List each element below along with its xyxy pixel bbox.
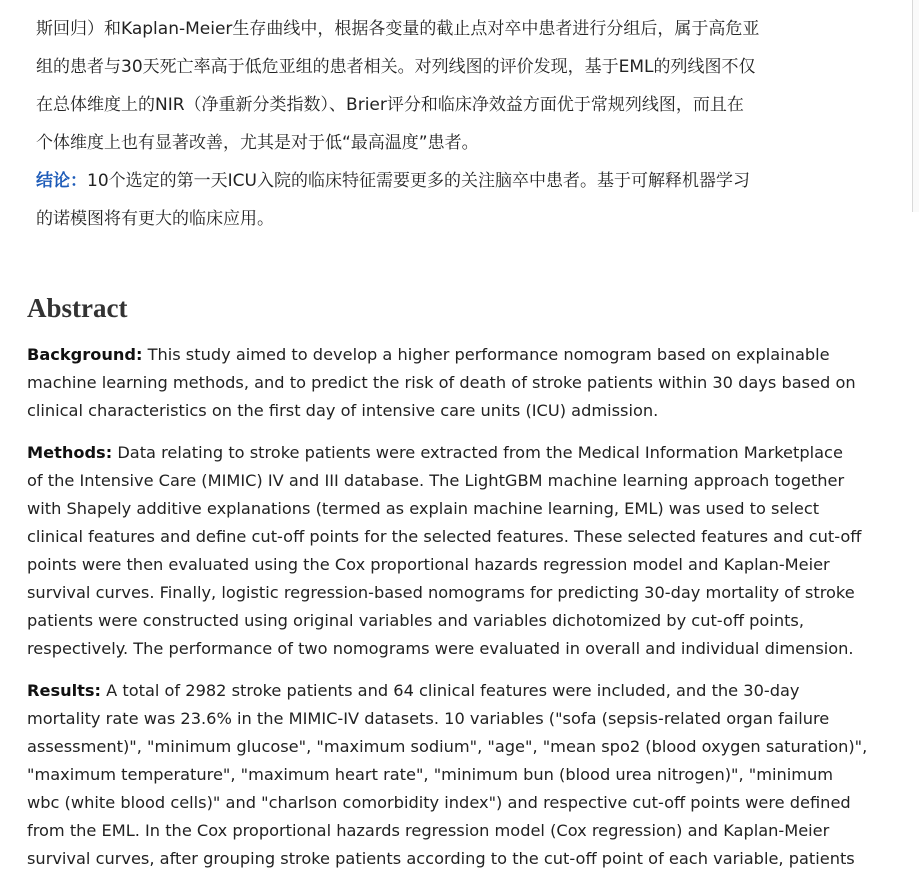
- methods-label: Methods:: [27, 443, 113, 462]
- chinese-conclusion-text: 10个选定的第一天ICU入院的临床特征需要更多的关注脑卒中患者。基于可解释机器学习: [87, 171, 750, 191]
- paragraph-line: from the EML. In the Cox proportional hazards regression model (Cox regression) and Kaplan-Meier: [27, 821, 830, 840]
- paragraph-line: survival curves, after grouping stroke patients according to the cut-off point of each variable, patients: [27, 849, 855, 868]
- chinese-text-line: 个体维度上也有显著改善，尤其是对于低“最高温度”患者。: [36, 133, 479, 153]
- paragraph-line: [27, 677, 887, 705]
- background-paragraph: [27, 341, 887, 425]
- paragraph-line: [27, 439, 887, 467]
- paragraph-line: "maximum temperature", "maximum heart rate", "minimum bun (blood urea nitrogen)", "minimum: [27, 765, 834, 784]
- paragraph-line: of the Intensive Care (MIMIC) IV and III database. The LightGBM machine learning approach together: [27, 471, 845, 490]
- chinese-conclusion-label: 结论：: [36, 171, 87, 191]
- paragraph-line: clinical characteristics on the first day of intensive care units (ICU) admission.: [27, 401, 659, 420]
- paragraph-text: A total of 2982 stroke patients and 64 clinical features were included, and the 30-day: [101, 681, 800, 700]
- paragraph-line: wbc (white blood cells)" and "charlson comorbidity index") and respective cut-off points were defined: [27, 793, 851, 812]
- paragraph-line: respectively. The performance of two nomograms were evaluated in overall and individual dimension.: [27, 639, 854, 658]
- paragraph-line: machine learning methods, and to predict the risk of death of stroke patients within 30 days based on: [27, 373, 856, 392]
- chinese-abstract: [36, 10, 876, 238]
- chinese-text-line: 斯回归）和Kaplan-Meier生存曲线中，根据各变量的截止点对卒中患者进行分组后，属于高危亚: [36, 19, 760, 39]
- paragraph-line: with Shapely additive explanations (termed as explain machine learning, EML) was used to select: [27, 499, 820, 518]
- background-label: Background:: [27, 345, 143, 364]
- chinese-conclusion-line: [36, 162, 876, 200]
- results-label: Results:: [27, 681, 101, 700]
- paragraph-line: survival curves. Finally, logistic regression-based nomograms for predicting 30-day mortality of stroke: [27, 583, 855, 602]
- paragraph-text: Data relating to stroke patients were extracted from the Medical Information Marketplace: [112, 443, 843, 462]
- results-paragraph: [27, 677, 887, 873]
- paragraph-line: [27, 341, 887, 369]
- chinese-text-line: 在总体维度上的NIR（净重新分类指数）、Brier评分和临床净效益方面优于常规列线图，而且在: [36, 95, 744, 115]
- scrollbar[interactable]: [912, 0, 919, 212]
- paragraph-line: assessment)", "minimum glucose", "maximum sodium", "age", "mean spo2 (blood oxygen saturation)",: [27, 737, 868, 756]
- paragraph-line: mortality rate was 23.6% in the MIMIC-IV datasets. 10 variables ("sofa (sepsis-related organ failure: [27, 709, 830, 728]
- paragraph-text: This study aimed to develop a higher performance nomogram based on explainable: [142, 345, 830, 364]
- abstract-heading: Abstract: [27, 293, 128, 323]
- chinese-conclusion-line: 的诺模图将有更大的临床应用。: [36, 209, 274, 229]
- chinese-text-line: 组的患者与30天死亡率高于低危亚组的患者相关。对列线图的评价发现，基于EML的列线图不仅: [36, 57, 756, 77]
- paragraph-line: clinical features and define cut-off points for the selected features. These selected features and cut-off: [27, 527, 862, 546]
- methods-paragraph: [27, 439, 887, 663]
- paragraph-line: patients were constructed using original variables and variables dichotomized by cut-off points,: [27, 611, 804, 630]
- paragraph-line: points were then evaluated using the Cox proportional hazards regression model and Kaplan-Meier: [27, 555, 830, 574]
